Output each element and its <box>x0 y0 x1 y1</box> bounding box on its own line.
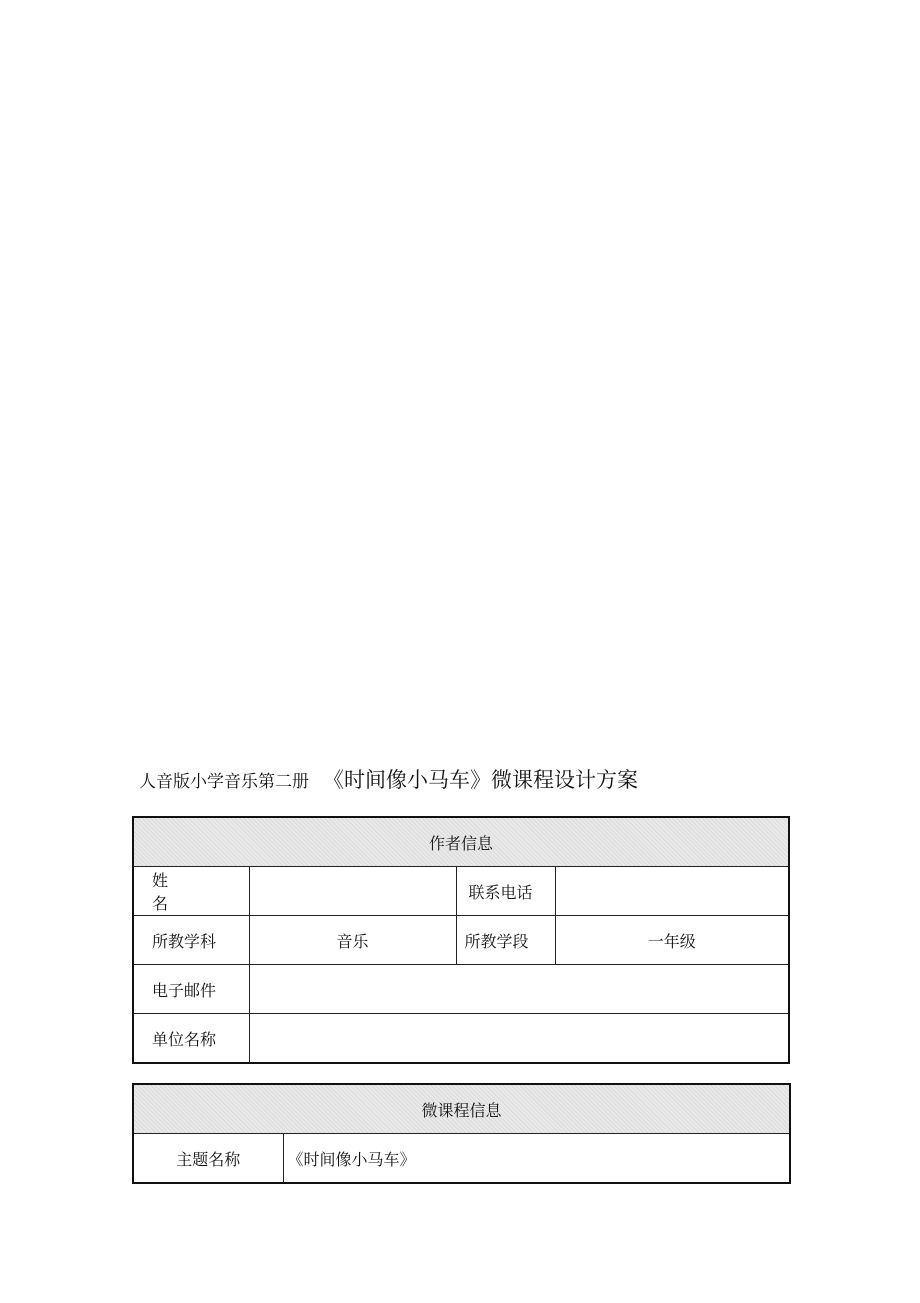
email-label: 电子邮件 <box>133 965 249 1014</box>
phone-label: 联系电话 <box>456 867 555 916</box>
topic-label: 主题名称 <box>133 1134 283 1184</box>
email-value <box>249 965 789 1014</box>
document-title <box>139 770 638 791</box>
topic-value: 《时间像小马车》 <box>283 1134 790 1184</box>
subject-label: 所教学科 <box>133 916 249 965</box>
title-prefix: 人音版小学音乐第二册 <box>139 772 309 792</box>
course-info-header: 微课程信息 <box>133 1084 790 1134</box>
subject-value: 音乐 <box>249 916 456 965</box>
author-info-header: 作者信息 <box>133 817 789 867</box>
unit-value <box>249 1014 789 1064</box>
name-value <box>249 867 456 916</box>
author-info-table <box>132 816 790 1064</box>
title-main: 《时间像小马车》微课程设计方案 <box>323 768 638 792</box>
grade-label: 所教学段 <box>456 916 555 965</box>
grade-value: 一年级 <box>555 916 789 965</box>
unit-label: 单位名称 <box>133 1014 249 1064</box>
course-info-table <box>132 1083 791 1184</box>
name-label: 姓名 <box>133 867 249 916</box>
phone-value <box>555 867 789 916</box>
